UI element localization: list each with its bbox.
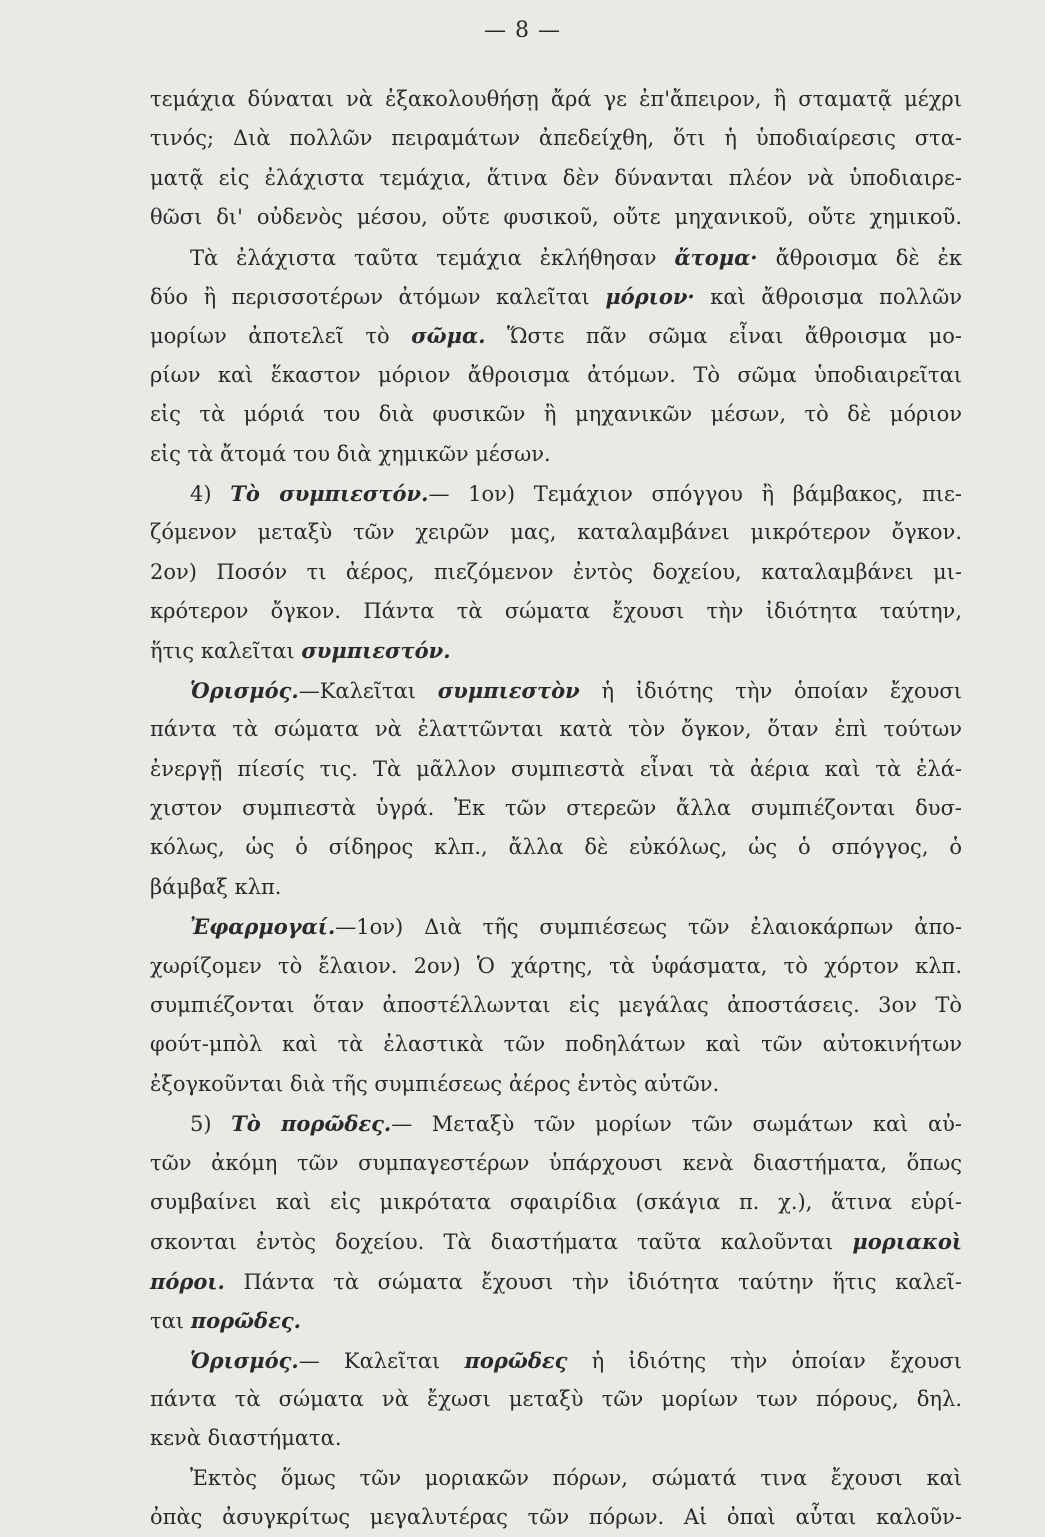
text-run: ἡ ἰδιότης τὴν ὁποίαν ἔχουσι	[579, 678, 962, 703]
text-run: Τὰ ἐλάχιστα ταῦτα τεμάχια ἐκλήθησαν	[190, 245, 675, 270]
text-line	[150, 868, 962, 907]
text-run: —1ον) Διὰ τῆς συμπιέσεως τῶν ἐλαιοκάρπων ἀπο-	[335, 915, 962, 940]
text-run: τεμάχια δύναται νὰ ἐξακολουθήσῃ ἄρά γε ἐπ'ἄπειρον, ἢ σταματᾷ μέχρι	[150, 87, 962, 111]
text-run: θῶσι δι' οὐδενὸς μέσου, οὔτε φυσικοῦ, οὔτε μηχανικοῦ, οὔτε χημικοῦ.	[150, 205, 962, 230]
text-run: ὀπὰς ἀσυγκρίτως μεγαλυτέρας τῶν πόρων. Αἱ ὀπαὶ αὗται καλοῦν-	[150, 1505, 962, 1530]
text-run: ἐξογκοῦνται διὰ τῆς συμπιέσεως ἀέρος ἐντὸς αὐτῶν.	[150, 1071, 720, 1096]
text-line	[150, 947, 962, 986]
text-run: ἡ ἰδιότης τὴν ὁποίαν ἔχουσι	[567, 1348, 962, 1373]
text-line	[150, 1498, 962, 1537]
text-run: Ἐκτὸς ὅμως τῶν μοριακῶν πόρων, σώματά τινα ἔχουσι καὶ	[190, 1465, 962, 1490]
text-line	[150, 1459, 962, 1498]
text-run: — Μεταξὺ τῶν μορίων τῶν σωμάτων καὶ αὐ-	[391, 1112, 962, 1137]
text-line	[150, 356, 962, 395]
text-run: ἥτις καλεῖται	[150, 639, 302, 664]
text-run: ται	[150, 1309, 191, 1334]
emphasized-term: μόριον·	[605, 283, 695, 309]
text-run: δύο ἢ περισσοτέρων ἀτόμων καλεῖται	[150, 284, 606, 309]
emphasized-term: πορῶδες.	[190, 1308, 301, 1334]
text-run: 4)	[190, 481, 231, 506]
text-line	[150, 828, 962, 867]
text-run: εἰς τὰ ἄτομά του διὰ χημικῶν μέσων.	[150, 441, 551, 466]
text-run: κενὰ διαστήματα.	[150, 1426, 342, 1451]
text-line	[150, 1183, 962, 1222]
text-line	[150, 710, 962, 749]
emphasized-term: σῶμα.	[411, 323, 486, 349]
text-run: ρίων καὶ ἕκαστον μόριον ἄθροισμα ἀτόμων. Τὸ σῶμα ὑποδιαιρεῖται	[150, 362, 962, 387]
emphasized-term: συμπιεστὸν	[437, 677, 580, 703]
text-run: εἰς τὰ μόριά του διὰ φυσικῶν ἢ μηχανικῶν μέσων, τὸ δὲ μόριον	[150, 402, 962, 427]
emphasized-term: Ἐφαρμογαί.	[190, 914, 336, 940]
text-line	[150, 1262, 962, 1301]
text-line	[150, 1144, 962, 1183]
page-number: — 8 —	[484, 18, 561, 43]
text-run: τῶν ἀκόμη τῶν συμπαγεστέρων ὑπάρχουσι κενὰ διαστήματα, ὅπως	[150, 1150, 962, 1175]
text-run: — 1ον) Τεμάχιον σπόγγου ἢ βάμβακος, πιε-	[428, 481, 962, 506]
text-line	[150, 1301, 962, 1340]
text-run: πάντα τὰ σώματα νὰ ἐλαττῶνται κατὰ τὸν ὄγκον, ὅταν ἐπὶ τούτων	[150, 717, 962, 742]
text-line	[150, 671, 962, 710]
emphasized-term: πόροι.	[150, 1268, 225, 1294]
text-line	[150, 553, 962, 592]
emphasized-term: Ὁρισμός.	[190, 1347, 299, 1373]
emphasized-term: Ὁρισμός.	[190, 677, 299, 703]
emphasized-term: πορῶδες	[464, 1347, 568, 1373]
text-line	[150, 80, 962, 119]
text-run: συμβαίνει καὶ εἰς μικρότατα σφαιρίδια (σκάγια π. χ.), ἅτινα εὑρί-	[150, 1189, 962, 1214]
text-run: ἄθροισμα δὲ ἐκ	[757, 245, 963, 270]
text-run: πάντα τὰ σώματα νὰ ἔχωσι μεταξὺ τῶν μορίων των πόρους, δηλ.	[150, 1386, 962, 1411]
text-line	[150, 316, 962, 355]
emphasized-term: συμπιεστόν.	[301, 638, 451, 664]
text-run: χιστον συμπιεστὰ ὑγρά. Ἐκ τῶν στερεῶν ἄλλα συμπιέζονται δυσ-	[150, 796, 962, 821]
text-run: τινός; Διὰ πολλῶν πειραμάτων ἀπεδείχθη, ὅτι ἡ ὑποδιαίρεσις στα-	[150, 126, 962, 151]
text-run: 2ον) Ποσόν τι ἀέρος, πιεζόμενον ἐντὸς δοχείου, καταλαμβάνει μι-	[150, 559, 962, 584]
text-run: Πάντα τὰ σώματα ἔχουσι τὴν ἰδιότητα ταύτην ἥτις καλεῖ-	[224, 1269, 962, 1294]
text-line	[150, 1380, 962, 1419]
emphasized-term: Τὸ πορῶδες.	[231, 1111, 392, 1137]
text-run: κόλως, ὡς ὁ σίδηρος κλπ., ἄλλα δὲ εὐκόλως, ὡς ὁ σπόγγος, ὁ	[150, 835, 962, 860]
text-run: Ὥστε πᾶν σῶμα εἶναι ἄθροισμα μο-	[485, 324, 962, 349]
text-run: ἐνεργῇ πίεσίς τις. Τὰ μᾶλλον συμπιεστὰ εἶναι τὰ ἀέρια καὶ τὰ ἐλά-	[150, 756, 962, 781]
text-line	[150, 1341, 962, 1380]
text-line	[150, 435, 962, 474]
text-run: χωρίζομεν τὸ ἔλαιον. 2ον) Ὁ χάρτης, τὰ ὑφάσματα, τὸ χόρτον κλπ.	[150, 953, 962, 978]
text-line	[150, 631, 962, 670]
text-run: ματᾷ εἰς ἐλάχιστα τεμάχια, ἅτινα δὲν δύνανται πλέον νὰ ὑποδιαιρε-	[150, 165, 962, 190]
emphasized-term: ἄτομα·	[674, 244, 758, 270]
text-line	[150, 1419, 962, 1458]
emphasized-term: μοριακοὶ	[852, 1229, 962, 1255]
text-line	[150, 238, 962, 277]
text-line	[150, 395, 962, 434]
text-line	[150, 119, 962, 158]
text-line	[150, 789, 962, 828]
text-line	[150, 750, 962, 789]
text-run: συμπιέζονται ὅταν ἀποστέλλωνται εἰς μεγάλας ἀποστάσεις. 3ον Τὸ	[150, 992, 962, 1017]
text-line	[150, 1104, 962, 1143]
text-run: μορίων ἀποτελεῖ τὸ	[150, 324, 412, 349]
body-text	[150, 80, 962, 1537]
text-line	[150, 474, 962, 513]
text-run: φούτ-μπὸλ καὶ τὰ ἐλαστικὰ τῶν ποδηλάτων καὶ τῶν αὐτοκινήτων	[150, 1032, 962, 1057]
text-line	[150, 986, 962, 1025]
text-line	[150, 1222, 962, 1261]
text-line	[150, 1065, 962, 1104]
text-run: —Καλεῖται	[298, 678, 438, 703]
text-line	[150, 198, 962, 237]
emphasized-term: Τὸ συμπιεστόν.	[230, 480, 429, 506]
text-run: σκονται ἐντὸς δοχείου. Τὰ διαστήματα ταῦτα καλοῦνται	[150, 1230, 853, 1255]
text-line	[150, 592, 962, 631]
text-line	[150, 907, 962, 946]
text-line	[150, 1025, 962, 1064]
text-line	[150, 159, 962, 198]
text-run: 5)	[190, 1112, 232, 1137]
text-run: βάμβαξ κλπ.	[150, 874, 282, 899]
text-line	[150, 277, 962, 316]
text-run: ζόμενον μεταξὺ τῶν χειρῶν μας, καταλαμβάνει μικρότερον ὄγκον.	[150, 520, 962, 545]
text-run: καὶ ἄθροισμα πολλῶν	[694, 284, 962, 309]
text-run: κρότερον ὄγκον. Πάντα τὰ σώματα ἔχουσι τὴν ἰδιότητα ταύτην,	[150, 599, 962, 624]
text-run: — Καλεῖται	[298, 1348, 465, 1373]
text-line	[150, 513, 962, 552]
